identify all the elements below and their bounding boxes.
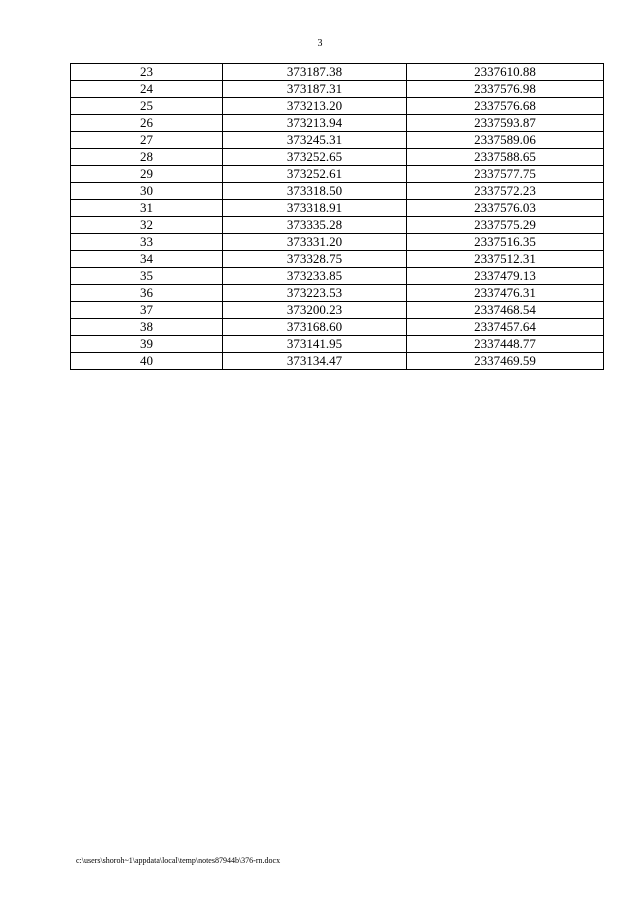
- table-row: [71, 132, 604, 149]
- point-number-cell: 26: [71, 115, 223, 132]
- x-coordinate-cell: 373134.47: [223, 353, 407, 370]
- x-coordinate-cell: 373213.20: [223, 98, 407, 115]
- point-number-cell: 36: [71, 285, 223, 302]
- x-coordinate-cell: 373200.23: [223, 302, 407, 319]
- table-row: [71, 81, 604, 98]
- table-row: [71, 183, 604, 200]
- y-coordinate-cell: 2337448.77: [407, 336, 604, 353]
- point-number-cell: 40: [71, 353, 223, 370]
- y-coordinate-cell: 2337576.03: [407, 200, 604, 217]
- table-row: [71, 234, 604, 251]
- y-coordinate-cell: 2337572.23: [407, 183, 604, 200]
- x-coordinate-cell: 373245.31: [223, 132, 407, 149]
- table-row: [71, 149, 604, 166]
- point-number-cell: 37: [71, 302, 223, 319]
- x-coordinate-cell: 373141.95: [223, 336, 407, 353]
- x-coordinate-cell: 373233.85: [223, 268, 407, 285]
- y-coordinate-cell: 2337575.29: [407, 217, 604, 234]
- table-row: [71, 64, 604, 81]
- point-number-cell: 34: [71, 251, 223, 268]
- point-number-cell: 23: [71, 64, 223, 81]
- x-coordinate-cell: 373223.53: [223, 285, 407, 302]
- table-row: [71, 302, 604, 319]
- point-number-cell: 25: [71, 98, 223, 115]
- point-number-cell: 33: [71, 234, 223, 251]
- table-row: [71, 98, 604, 115]
- table-row: [71, 285, 604, 302]
- x-coordinate-cell: 373187.38: [223, 64, 407, 81]
- point-number-cell: 35: [71, 268, 223, 285]
- x-coordinate-cell: 373328.75: [223, 251, 407, 268]
- point-number-cell: 27: [71, 132, 223, 149]
- y-coordinate-cell: 2337479.13: [407, 268, 604, 285]
- coordinates-table: [70, 63, 604, 370]
- x-coordinate-cell: 373252.61: [223, 166, 407, 183]
- y-coordinate-cell: 2337589.06: [407, 132, 604, 149]
- y-coordinate-cell: 2337610.88: [407, 64, 604, 81]
- y-coordinate-cell: 2337577.75: [407, 166, 604, 183]
- y-coordinate-cell: 2337469.59: [407, 353, 604, 370]
- footer-file-path: c:\users\shoroh~1\appdata\local\temp\notes87944b\376-rn.docx: [76, 856, 281, 865]
- table-row: [71, 319, 604, 336]
- y-coordinate-cell: 2337516.35: [407, 234, 604, 251]
- table-row: [71, 251, 604, 268]
- x-coordinate-cell: 373331.20: [223, 234, 407, 251]
- x-coordinate-cell: 373187.31: [223, 81, 407, 98]
- y-coordinate-cell: 2337576.68: [407, 98, 604, 115]
- point-number-cell: 39: [71, 336, 223, 353]
- y-coordinate-cell: 2337593.87: [407, 115, 604, 132]
- y-coordinate-cell: 2337468.54: [407, 302, 604, 319]
- y-coordinate-cell: 2337576.98: [407, 81, 604, 98]
- table-row: [71, 200, 604, 217]
- point-number-cell: 32: [71, 217, 223, 234]
- x-coordinate-cell: 373318.91: [223, 200, 407, 217]
- point-number-cell: 30: [71, 183, 223, 200]
- x-coordinate-cell: 373335.28: [223, 217, 407, 234]
- point-number-cell: 24: [71, 81, 223, 98]
- x-coordinate-cell: 373252.65: [223, 149, 407, 166]
- table-row: [71, 217, 604, 234]
- x-coordinate-cell: 373318.50: [223, 183, 407, 200]
- point-number-cell: 28: [71, 149, 223, 166]
- table-row: [71, 353, 604, 370]
- table-row: [71, 336, 604, 353]
- y-coordinate-cell: 2337457.64: [407, 319, 604, 336]
- y-coordinate-cell: 2337512.31: [407, 251, 604, 268]
- coordinates-table-body: [71, 64, 604, 370]
- point-number-cell: 38: [71, 319, 223, 336]
- y-coordinate-cell: 2337588.65: [407, 149, 604, 166]
- page-number: 3: [317, 38, 323, 49]
- table-row: [71, 268, 604, 285]
- x-coordinate-cell: 373213.94: [223, 115, 407, 132]
- table-row: [71, 166, 604, 183]
- point-number-cell: 31: [71, 200, 223, 217]
- y-coordinate-cell: 2337476.31: [407, 285, 604, 302]
- x-coordinate-cell: 373168.60: [223, 319, 407, 336]
- table-row: [71, 115, 604, 132]
- point-number-cell: 29: [71, 166, 223, 183]
